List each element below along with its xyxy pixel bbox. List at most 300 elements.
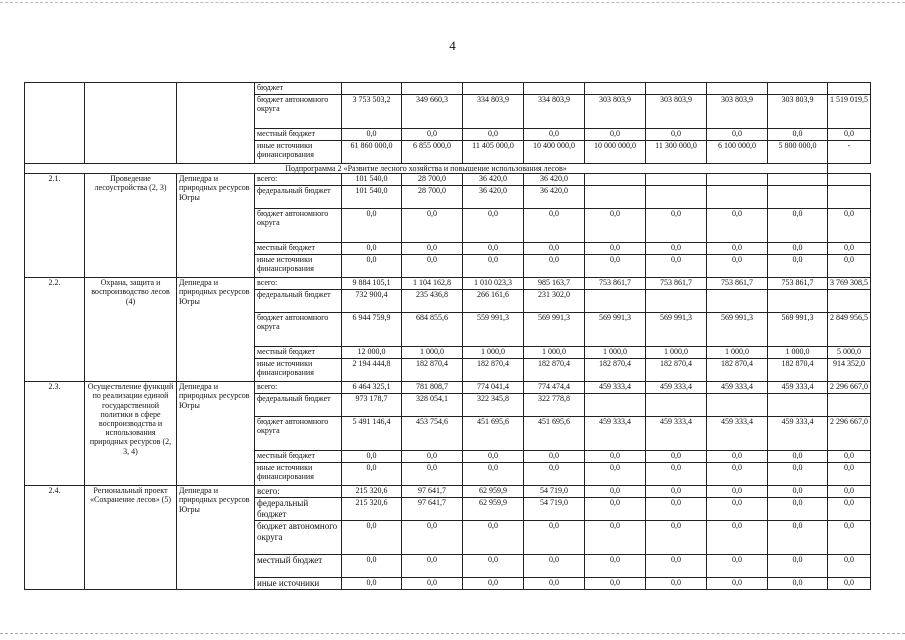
value-cell: [828, 83, 871, 95]
value-cell: [402, 186, 463, 209]
value-text: 12 000,0: [357, 347, 386, 357]
row-number: 2.3.: [25, 382, 85, 486]
value-cell: [646, 174, 707, 186]
value-cell: [585, 290, 646, 313]
activity-name: Региональный проект «Сохранение лесов» (5): [85, 486, 177, 589]
value-cell: [828, 255, 871, 278]
value-cell: [828, 555, 871, 578]
value-cell: [524, 382, 585, 394]
value-text: 61 860 000,0: [350, 141, 393, 150]
value-cell: [585, 174, 646, 186]
table-row: [25, 174, 871, 186]
value-cell: [524, 313, 585, 347]
value-text: 0,0: [671, 486, 681, 496]
value-cell: [828, 174, 871, 186]
value-cell: [768, 83, 828, 95]
activity-cell: [85, 83, 177, 164]
value-cell: [342, 255, 402, 278]
value-cell: [402, 451, 463, 463]
value-cell: [524, 498, 585, 521]
value-text: 753 861,7: [781, 278, 814, 288]
value-text: 0,0: [488, 451, 498, 461]
value-text: 28 700,0: [418, 186, 446, 196]
value-text: 0,0: [671, 129, 681, 138]
value-text: 215 320,6: [355, 486, 388, 496]
value-text: 0,0: [792, 578, 803, 588]
value-text: 0,0: [488, 209, 498, 219]
value-cell: [828, 95, 871, 129]
value-cell: [524, 359, 585, 382]
value-cell: [768, 463, 828, 486]
source-cell: всего:: [255, 278, 342, 290]
value-cell: [585, 278, 646, 290]
value-text: 28 700,0: [418, 174, 446, 184]
value-text: 0,0: [427, 451, 437, 461]
value-text: 266 161,6: [477, 290, 509, 300]
value-text: 753 861,7: [721, 278, 753, 288]
value-cell: [585, 141, 646, 164]
value-cell: [402, 243, 463, 255]
subprogram-title: Подпрограмма 2 «Развитие лесного хозяйства и повышение использования лесов»: [25, 164, 828, 174]
value-cell: [707, 463, 768, 486]
value-text: 97 641,7: [418, 498, 446, 508]
value-text: 0,0: [844, 463, 854, 473]
value-cell: [463, 521, 524, 555]
value-cell: [342, 417, 402, 451]
value-cell: [342, 394, 402, 417]
value-text: 569 991,3: [721, 313, 753, 323]
value-cell: [646, 486, 707, 498]
value-text: 3 769 308,5: [830, 278, 868, 288]
value-cell: [768, 278, 828, 290]
value-text: 0,0: [549, 129, 559, 138]
value-cell: [768, 243, 828, 255]
source-cell: иные источники: [255, 578, 342, 589]
row-number: 2.1.: [25, 174, 85, 278]
source-cell: местный бюджет: [255, 451, 342, 463]
value-cell: [342, 463, 402, 486]
value-text: 0,0: [732, 451, 742, 461]
value-cell: [402, 290, 463, 313]
num-cell: [25, 83, 85, 164]
value-cell: [402, 209, 463, 243]
value-text: 36 420,0: [540, 174, 568, 184]
value-text: 0,0: [792, 521, 803, 531]
value-text: 182 870,4: [660, 359, 692, 369]
executor-name: Депнедра и природных ресурсов Югры: [177, 174, 255, 278]
value-cell: [402, 95, 463, 129]
value-cell: [768, 486, 828, 498]
value-text: 0,0: [427, 129, 437, 138]
value-text: 0,0: [671, 555, 681, 565]
row-number: 2.2.: [25, 278, 85, 382]
source-cell: бюджет автономного округа: [255, 417, 342, 451]
value-text: 0,0: [366, 578, 377, 588]
value-cell: [646, 463, 707, 486]
value-cell: [585, 463, 646, 486]
value-text: 0,0: [427, 578, 437, 588]
value-text: 0,0: [671, 209, 681, 219]
value-text: 459 333,4: [721, 417, 753, 427]
value-text: 328 054,1: [416, 394, 448, 404]
value-text: 11 405 000,0: [472, 141, 514, 150]
value-text: 0,0: [549, 209, 559, 219]
value-text: 322 778,8: [538, 394, 570, 404]
value-cell: [768, 290, 828, 313]
value-cell: [585, 83, 646, 95]
value-text: 0,0: [549, 521, 559, 531]
value-cell: [768, 141, 828, 164]
value-cell: [342, 95, 402, 129]
value-cell: [707, 83, 768, 95]
value-text: 753 861,7: [660, 278, 692, 288]
value-text: 451 695,6: [538, 417, 570, 427]
value-text: 182 870,4: [721, 359, 753, 369]
value-text: 569 991,3: [538, 313, 570, 323]
value-cell: [524, 83, 585, 95]
value-cell: [342, 174, 402, 186]
value-cell: [768, 186, 828, 209]
value-text: 0,0: [792, 209, 803, 219]
value-text: 0,0: [844, 209, 854, 219]
value-cell: [402, 486, 463, 498]
value-text: 0,0: [844, 555, 854, 565]
value-cell: [585, 313, 646, 347]
value-text: 0,0: [427, 243, 437, 253]
value-cell: [585, 382, 646, 394]
value-text: 0,0: [732, 498, 742, 508]
value-text: 0,0: [610, 463, 620, 473]
value-text: 0,0: [792, 451, 803, 461]
value-cell: [828, 313, 871, 347]
value-text: 334 803,9: [538, 95, 570, 104]
value-cell: [768, 95, 828, 129]
subprogram-row: [25, 164, 871, 174]
value-text: 0,0: [732, 463, 742, 473]
value-cell: [585, 359, 646, 382]
value-cell: [463, 417, 524, 451]
value-text: 182 870,4: [781, 359, 814, 369]
value-cell: [402, 555, 463, 578]
value-cell: [463, 290, 524, 313]
value-text: 0,0: [844, 498, 854, 508]
value-cell: [707, 347, 768, 359]
value-cell: [402, 174, 463, 186]
value-text: 1 000,0: [542, 347, 566, 357]
value-cell: [646, 347, 707, 359]
value-cell: [524, 255, 585, 278]
value-cell: [342, 141, 402, 164]
value-cell: [524, 451, 585, 463]
source-cell: иные источники финансирования: [255, 463, 342, 486]
value-text: 0,0: [732, 486, 742, 496]
value-cell: [524, 290, 585, 313]
value-text: 1 000,0: [725, 347, 749, 357]
value-cell: [402, 521, 463, 555]
value-cell: [524, 555, 585, 578]
scan-edge-bottom: [0, 633, 905, 634]
value-text: 0,0: [732, 243, 742, 253]
value-cell: [524, 463, 585, 486]
value-cell: [707, 255, 768, 278]
value-text: 914 352,0: [833, 359, 865, 369]
value-cell: [828, 463, 871, 486]
value-cell: [463, 174, 524, 186]
value-cell: [524, 486, 585, 498]
value-cell: [585, 521, 646, 555]
source-cell: всего:: [255, 486, 342, 498]
value-cell: [524, 394, 585, 417]
value-cell: [828, 209, 871, 243]
value-cell: [342, 578, 402, 589]
value-cell: [524, 141, 585, 164]
value-cell: [707, 451, 768, 463]
value-cell: [768, 255, 828, 278]
value-cell: [828, 417, 871, 451]
value-cell: [707, 313, 768, 347]
value-cell: [342, 278, 402, 290]
value-cell: [768, 313, 828, 347]
value-text: 0,0: [792, 486, 803, 496]
value-text: 36 420,0: [479, 174, 507, 184]
table-row: [25, 83, 871, 95]
value-text: 0,0: [610, 209, 620, 219]
value-cell: [646, 141, 707, 164]
value-text: 0,0: [488, 243, 498, 253]
value-cell: [463, 95, 524, 129]
value-text: 322 345,8: [477, 394, 509, 404]
value-cell: [585, 498, 646, 521]
value-cell: [342, 83, 402, 95]
value-cell: [342, 382, 402, 394]
value-cell: [828, 243, 871, 255]
value-cell: [646, 359, 707, 382]
value-text: 0,0: [427, 209, 437, 219]
value-cell: [463, 451, 524, 463]
source-cell: иные источники финансирования: [255, 255, 342, 278]
value-text: 0,0: [792, 129, 803, 138]
row-number: 2.4.: [25, 486, 85, 589]
value-cell: [402, 347, 463, 359]
value-cell: [707, 521, 768, 555]
value-text: 1 000,0: [785, 347, 810, 357]
value-cell: [828, 347, 871, 359]
value-text: 62 959,9: [479, 486, 507, 496]
value-cell: [828, 521, 871, 555]
value-text: 0,0: [488, 129, 498, 138]
value-text: 101 540,0: [355, 186, 388, 196]
value-cell: [402, 578, 463, 589]
value-text: 0,0: [844, 243, 854, 253]
value-cell: [402, 359, 463, 382]
value-text: 0,0: [366, 243, 377, 253]
value-text: 0,0: [549, 451, 559, 461]
value-text: 559 991,3: [477, 313, 509, 323]
value-text: 215 320,6: [355, 498, 388, 508]
value-cell: [342, 555, 402, 578]
value-text: 0,0: [366, 521, 377, 531]
value-text: 0,0: [844, 521, 854, 531]
value-text: 0,0: [549, 463, 559, 473]
value-cell: [342, 521, 402, 555]
value-cell: [585, 209, 646, 243]
value-cell: [585, 95, 646, 129]
value-cell: [342, 313, 402, 347]
value-text: 1 000,0: [603, 347, 627, 357]
value-text: 349 660,3: [416, 95, 448, 104]
value-cell: [342, 186, 402, 209]
source-cell: федеральный бюджет: [255, 290, 342, 313]
value-text: 0,0: [610, 578, 620, 588]
value-cell: [646, 417, 707, 451]
value-text: 0,0: [610, 255, 620, 265]
value-text: 0,0: [427, 255, 437, 265]
value-text: 182 870,4: [477, 359, 509, 369]
value-text: 0,0: [488, 555, 498, 565]
value-cell: [402, 129, 463, 141]
budget-table: [24, 82, 871, 590]
value-text: 1 104 162,8: [413, 278, 451, 288]
value-cell: [585, 186, 646, 209]
value-text: 774 474,4: [538, 382, 570, 392]
value-text: 0,0: [610, 498, 620, 508]
activity-name: Проведение лесоустройства (2, 3): [85, 174, 177, 278]
value-text: 62 959,9: [479, 498, 507, 508]
budget-table-wrapper: [24, 82, 871, 590]
value-cell: [463, 382, 524, 394]
source-cell: бюджет: [255, 83, 342, 95]
value-cell: [707, 359, 768, 382]
value-cell: [463, 498, 524, 521]
value-text: 1 000,0: [481, 347, 505, 357]
value-text: 0,0: [671, 463, 681, 473]
value-cell: [524, 578, 585, 589]
value-cell: [707, 578, 768, 589]
value-text: 453 754,6: [416, 417, 448, 427]
value-cell: [463, 578, 524, 589]
value-cell: [524, 243, 585, 255]
value-text: 0,0: [732, 209, 742, 219]
value-cell: [402, 417, 463, 451]
source-cell: федеральный бюджет: [255, 394, 342, 417]
value-text: 0,0: [427, 521, 437, 531]
value-cell: [463, 347, 524, 359]
value-cell: [707, 278, 768, 290]
value-cell: [402, 255, 463, 278]
value-cell: [342, 243, 402, 255]
page-number: 4: [449, 38, 456, 53]
value-cell: [768, 359, 828, 382]
value-text: 0,0: [671, 243, 681, 253]
value-text: 0,0: [671, 255, 681, 265]
value-cell: [646, 129, 707, 141]
value-cell: [707, 141, 768, 164]
value-text: 753 861,7: [599, 278, 631, 288]
value-cell: [768, 209, 828, 243]
value-cell: [768, 129, 828, 141]
value-text: 0,0: [549, 578, 559, 588]
value-cell: [828, 290, 871, 313]
value-text: 0,0: [488, 521, 498, 531]
value-text: 5 491 146,4: [352, 417, 391, 427]
activity-name: Охрана, защита и воспроизводство лесов (4): [85, 278, 177, 382]
value-cell: [707, 382, 768, 394]
value-cell: [463, 394, 524, 417]
value-text: 303 803,9: [721, 95, 753, 104]
value-cell: [646, 83, 707, 95]
value-text: 101 540,0: [355, 174, 388, 184]
value-cell: [646, 186, 707, 209]
value-cell: [342, 359, 402, 382]
value-text: 459 333,4: [781, 382, 814, 392]
value-cell: [585, 451, 646, 463]
value-cell: [828, 498, 871, 521]
value-cell: [463, 278, 524, 290]
value-text: 0,0: [792, 555, 803, 565]
value-text: 3 753 503,2: [352, 95, 391, 104]
value-cell: [646, 521, 707, 555]
value-cell: [524, 278, 585, 290]
value-text: 2 849 956,5: [830, 313, 868, 323]
value-text: 0,0: [671, 498, 681, 508]
value-text: 182 870,4: [599, 359, 631, 369]
value-cell: [585, 417, 646, 451]
executor-cell: [177, 83, 255, 164]
value-text: 0,0: [732, 555, 742, 565]
value-text: 0,0: [844, 486, 854, 496]
source-cell: иные источники финансирования: [255, 141, 342, 164]
source-cell: местный бюджет: [255, 129, 342, 141]
value-text: 0,0: [549, 555, 559, 565]
value-text: 0,0: [792, 463, 803, 473]
value-text: 6 464 325,1: [352, 382, 391, 392]
value-cell: [646, 255, 707, 278]
value-cell: [828, 278, 871, 290]
value-text: 303 803,9: [781, 95, 814, 104]
scan-edge-top: [0, 2, 905, 3]
table-row: [25, 382, 871, 394]
value-cell: [707, 394, 768, 417]
value-cell: [585, 394, 646, 417]
value-text: 459 333,4: [599, 382, 631, 392]
value-text: 2 296 667,0: [830, 417, 868, 427]
value-text: 235 436,8: [416, 290, 448, 300]
value-text: 0,0: [844, 451, 854, 461]
source-cell: федеральный бюджет: [255, 186, 342, 209]
value-cell: [402, 313, 463, 347]
value-text: 11 300 000,0: [655, 141, 697, 150]
value-text: 569 991,3: [781, 313, 814, 323]
value-text: 569 991,3: [660, 313, 692, 323]
value-text: 334 803,9: [477, 95, 509, 104]
value-cell: [463, 209, 524, 243]
value-cell: [707, 290, 768, 313]
value-text: 0,0: [792, 255, 803, 265]
activity-name: Осуществление функций по реализации единой государственной политики в сфере воспроизводства и использования природных ресурсов (2, 3, 4): [85, 382, 177, 486]
value-cell: [828, 186, 871, 209]
value-text: 684 855,6: [416, 313, 448, 323]
value-cell: [707, 186, 768, 209]
value-text: 0,0: [792, 498, 803, 508]
value-text: 182 870,4: [416, 359, 448, 369]
value-cell: [707, 243, 768, 255]
value-text: 182 870,4: [538, 359, 570, 369]
value-cell: [402, 498, 463, 521]
value-cell: [707, 209, 768, 243]
source-cell: иные источники финансирования: [255, 359, 342, 382]
value-cell: [828, 382, 871, 394]
value-cell: [646, 95, 707, 129]
